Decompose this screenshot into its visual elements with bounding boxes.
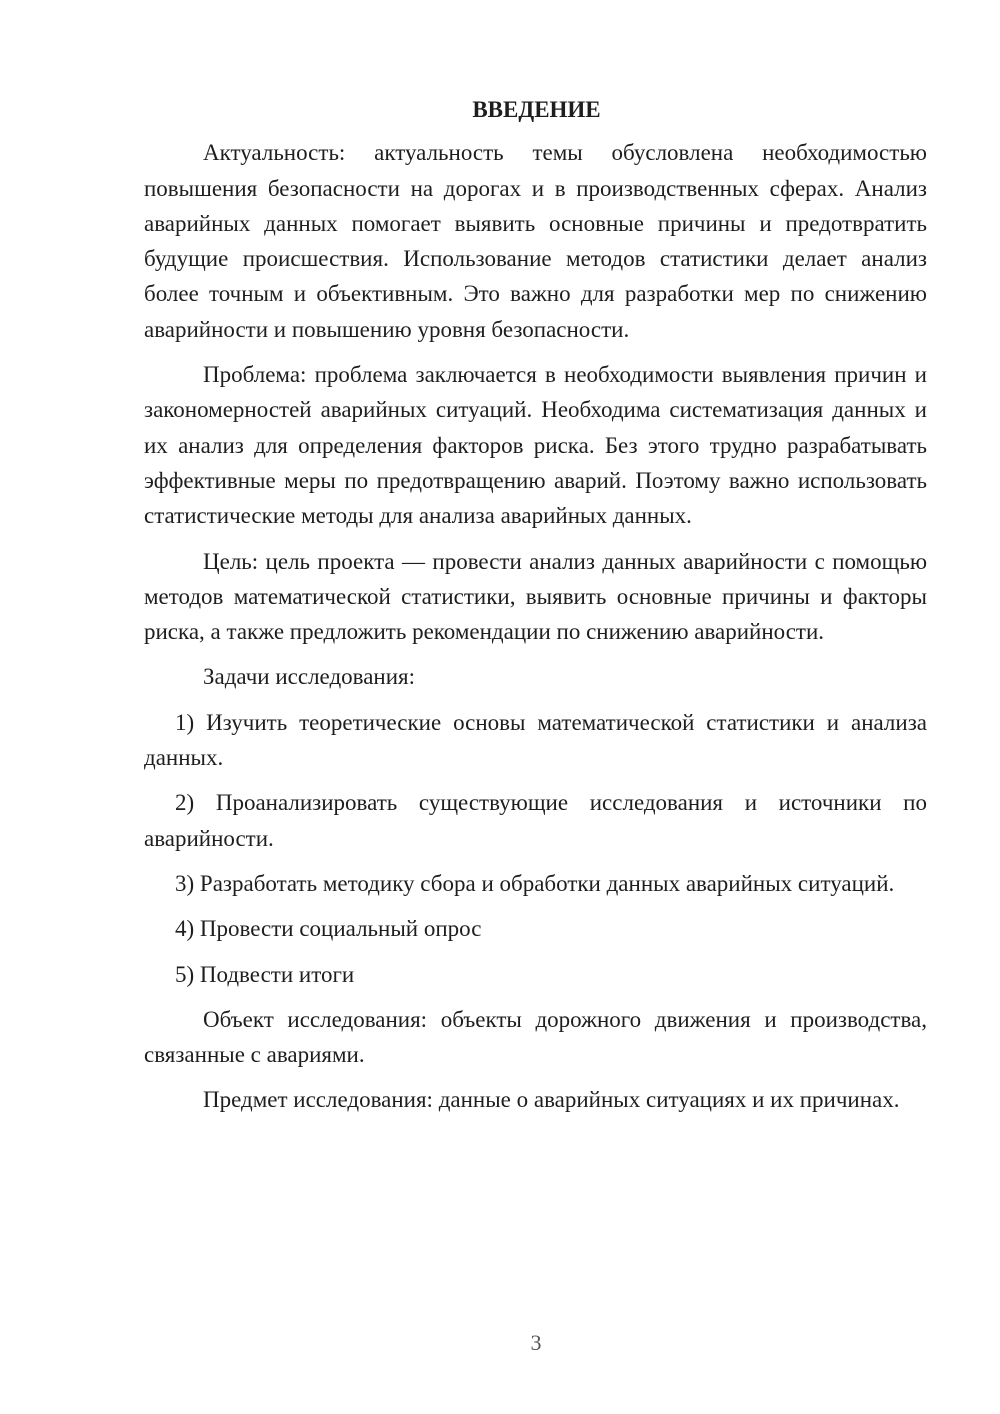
goal-paragraph: Цель: цель проекта — провести анализ данных аварийности с помощью методов математической статистики, выявить основные причины и факторы риска, а также предложить рекомендации по снижению аварийности. (144, 548, 927, 645)
list-item: 5) Подвести итоги (175, 961, 355, 987)
list-item: 3) Разработать методику сбора и обработки данных аварийных ситуаций. (175, 870, 895, 896)
relevance-paragraph: Актуальность: актуальность темы обусловлена необходимостью повышения безопасности на дорогах и в производственных сферах. Анализ аварийных данных помогает выявить основные причины и предотвратить будущие происшествия. Использование методов статистики делает анализ более точным и объективным. Это важно для разработки мер по снижению аварийности и повышению уровня безопасности. (144, 140, 927, 342)
list-item: 4) Провести социальный опрос (175, 916, 482, 942)
page-body (144, 92, 927, 1128)
problem-paragraph: Проблема: проблема заключается в необходимости выявления причин и закономерностей аварийных ситуаций. Необходима систематизация данных и их анализ для определения факторов риска. Без этого трудно разрабатывать эффективные меры по предотвращению аварий. Поэтому важно использовать статистические методы для анализа аварийных данных. (144, 362, 927, 529)
section-heading: ВВЕДЕНИЕ (472, 97, 601, 122)
tasks-intro: Задачи исследования: (203, 664, 416, 690)
object-paragraph: Объект исследования: объекты дорожного движения и производства, связанные с авариями. (144, 1006, 927, 1068)
list-item: 2) Проанализировать существующие исследования и источники по аварийности. (144, 790, 927, 851)
subject-paragraph: Предмет исследования: данные о аварийных ситуациях и их причинах. (203, 1087, 900, 1113)
list-item: 1) Изучить теоретические основы математической статистики и анализа данных. (144, 709, 927, 771)
page-number: 3 (530, 1330, 542, 1355)
